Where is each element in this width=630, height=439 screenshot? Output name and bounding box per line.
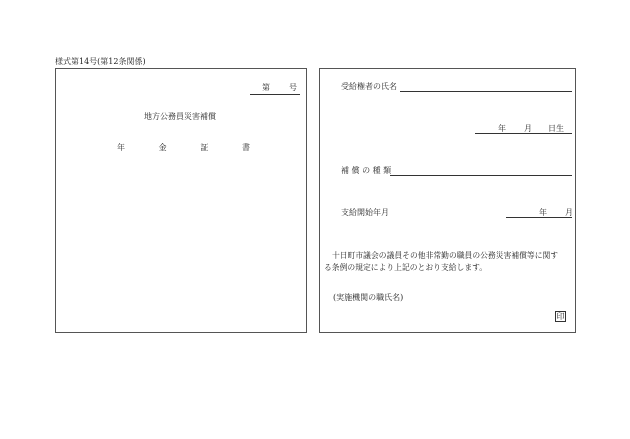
birth-year: 年	[498, 124, 506, 133]
start-year: 年	[539, 208, 547, 217]
compensation-type-label: 補 償 の 種 類	[341, 166, 392, 175]
title-char: 年	[117, 143, 125, 152]
number-prefix: 第	[262, 83, 270, 92]
birth-month: 月	[524, 124, 532, 133]
birth-day: 日生	[548, 124, 564, 133]
number-suffix: 号	[289, 83, 297, 92]
recipient-name-label: 受給権者の氏名	[341, 82, 397, 91]
certificate-title	[117, 142, 250, 153]
agency-name-label: (実施機関の職氏名)	[333, 293, 404, 302]
number-underline	[250, 94, 300, 95]
form-caption: 様式第14号(第12条関係)	[55, 57, 146, 66]
right-details-panel	[319, 68, 576, 333]
certificate-subtitle: 地方公務員災害補償	[144, 112, 216, 121]
title-char: 金	[158, 143, 167, 152]
start-month: 月	[565, 208, 573, 217]
birth-date-line	[475, 133, 572, 134]
compensation-type-line	[390, 175, 572, 176]
seal-mark: 印	[556, 312, 565, 321]
left-certificate-panel	[55, 68, 307, 333]
payment-start-label: 支給開始年月	[341, 208, 389, 217]
recipient-name-line	[400, 91, 572, 92]
title-char: 書	[241, 143, 250, 152]
payment-statement-line1: 十日町市議会の議員その他非常勤の職員の公務災害補償等に関す	[332, 251, 559, 260]
title-char: 証	[200, 143, 209, 152]
payment-statement-line2: る条例の規定により上記のとおり支給します。	[324, 263, 488, 272]
payment-start-line	[506, 217, 572, 218]
